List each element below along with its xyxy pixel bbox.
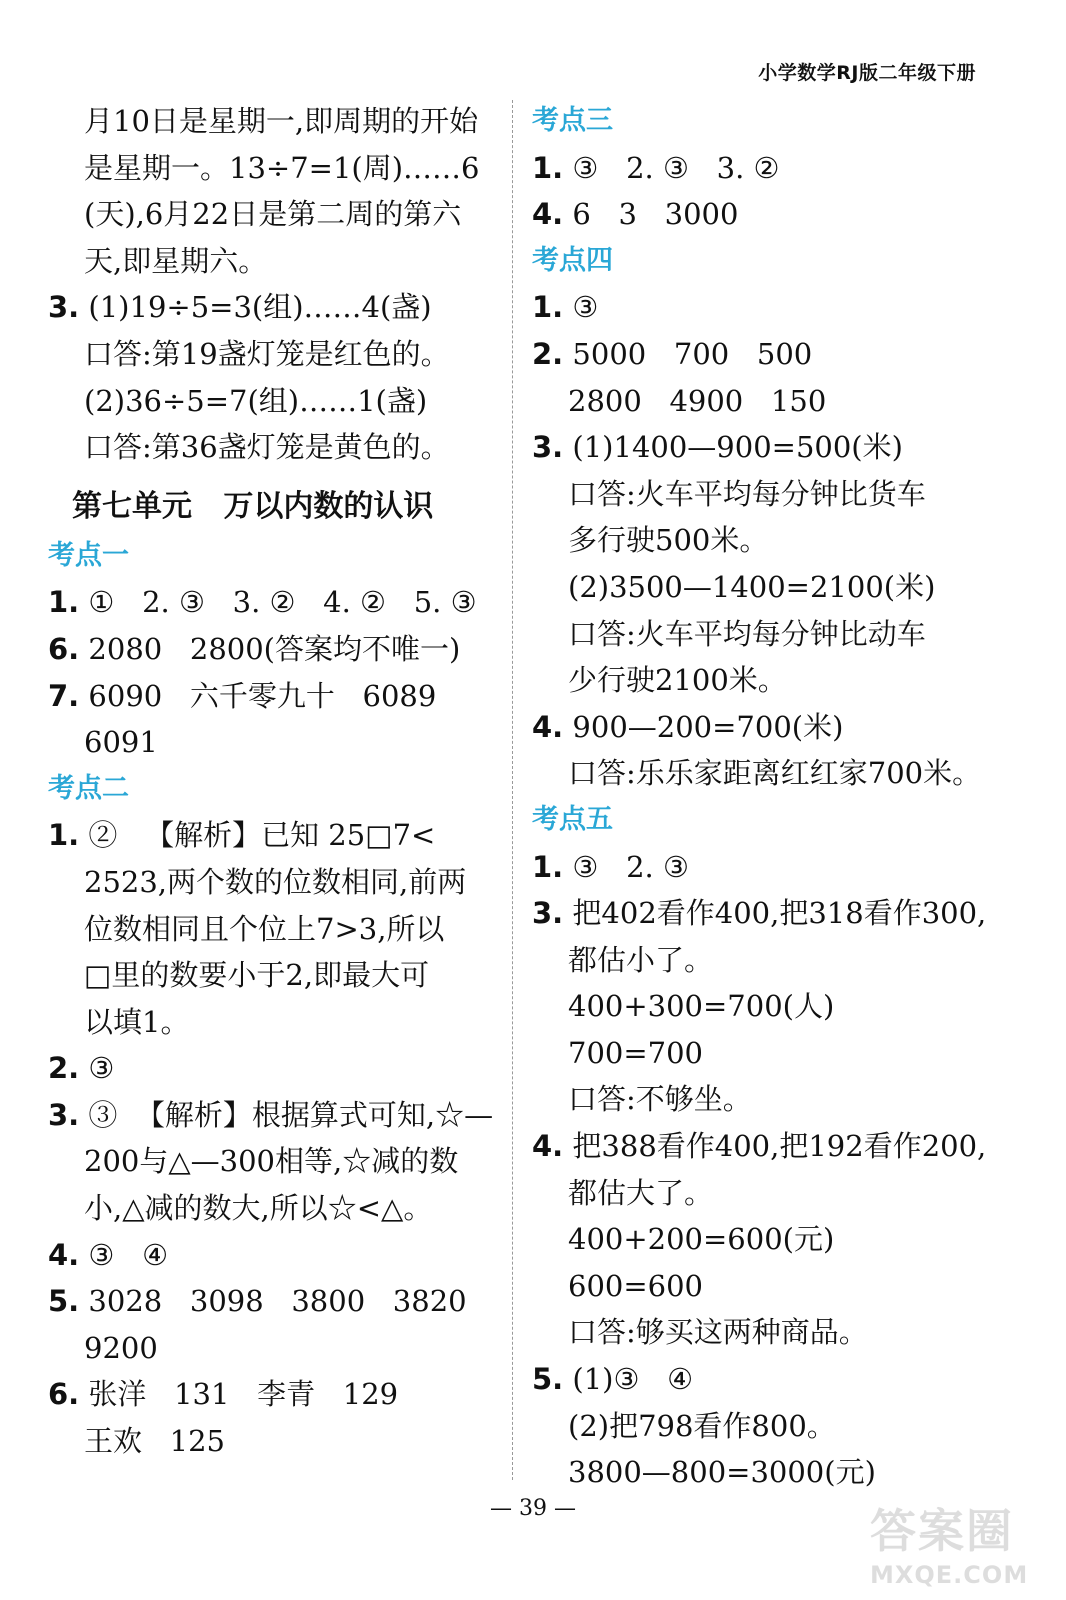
answer-text: 3028 3098 3800 3820 <box>79 1284 467 1319</box>
answer-line <box>48 238 498 285</box>
answer-line <box>48 999 498 1046</box>
answer-text: 少行驶2100米。 <box>568 663 787 698</box>
section-heading <box>532 98 992 145</box>
answer-text: 口答:火车平均每分钟比动车 <box>568 616 926 651</box>
section-heading <box>48 766 498 813</box>
answer-line <box>48 1371 498 1418</box>
answer-text: 900—200=700(米) <box>563 709 844 744</box>
answer-line <box>532 1449 992 1496</box>
answer-text: 600=600 <box>568 1268 704 1303</box>
answer-line <box>48 191 498 238</box>
answer-line <box>532 424 992 471</box>
answer-line <box>48 145 498 192</box>
section-heading <box>48 533 498 580</box>
answer-text: 2800 4900 150 <box>568 383 827 418</box>
question-number: 4. <box>532 709 564 744</box>
answer-text: ③ <box>563 290 599 325</box>
question-number: 5. <box>532 1362 564 1397</box>
section-heading <box>532 797 992 844</box>
answer-line <box>532 1030 992 1077</box>
question-number: 4. <box>532 197 564 232</box>
question-number: 1. <box>532 290 564 325</box>
answer-text: 口答:够买这两种商品。 <box>568 1315 868 1350</box>
answer-line <box>532 983 992 1030</box>
answer-text: 都估大了。 <box>568 1175 714 1210</box>
answer-text: (天),6月22日是第二周的第六 <box>84 197 462 232</box>
answer-text: (1)1400—900=500(米) <box>563 430 903 465</box>
answer-line <box>532 1356 992 1403</box>
question-number: 3. <box>48 1097 80 1132</box>
answer-text: 5000 700 500 <box>563 336 813 371</box>
answer-line <box>532 331 992 378</box>
answer-text: □里的数要小于2,即最大可 <box>84 958 430 993</box>
answer-text: 6090 六千零九十 6089 <box>79 678 437 713</box>
answer-text: 考点四 <box>532 244 613 276</box>
answer-text: 3800—800=3000(元) <box>568 1455 876 1490</box>
question-number: 6. <box>48 631 80 666</box>
answer-text: (2)3500—1400=2100(米) <box>568 569 936 604</box>
answer-line <box>48 579 498 626</box>
answer-text: 6 3 3000 <box>563 197 739 232</box>
answer-line <box>48 284 498 331</box>
answer-text: (2)把798看作800。 <box>568 1408 836 1443</box>
answer-line <box>48 719 498 766</box>
answer-text: 位数相同且个位上7>3,所以 <box>84 911 445 946</box>
answer-text: 以填1。 <box>84 1004 190 1039</box>
section-heading <box>532 238 992 285</box>
answer-text: 400+300=700(人) <box>568 989 835 1024</box>
column-divider <box>512 100 513 1480</box>
answer-line <box>48 1045 498 1092</box>
running-header: 小学数学RJ版二年级下册 <box>758 62 976 84</box>
answer-text: 口答:乐乐家距离红红家700米。 <box>568 756 982 791</box>
question-number: 3. <box>532 896 564 931</box>
answer-text: 400+200=600(元) <box>568 1222 835 1257</box>
answer-line <box>532 378 992 425</box>
answer-text: 王欢 125 <box>84 1424 226 1459</box>
question-number: 3. <box>532 430 564 465</box>
answer-text: 口答:第36盏灯笼是黄色的。 <box>84 430 450 465</box>
watermark-url: MXQE.COM <box>870 1561 1029 1589</box>
answer-text: 200与△—300相等,☆减的数 <box>84 1144 459 1179</box>
answer-line <box>48 378 498 425</box>
question-number: 4. <box>532 1129 564 1164</box>
answer-text: (2)36÷5=7(组)……1(盏) <box>84 383 428 418</box>
left-column <box>48 98 498 1465</box>
answer-line <box>532 1170 992 1217</box>
answer-text: 考点五 <box>532 803 613 835</box>
answer-text: 把402看作400,把318看作300, <box>563 896 987 931</box>
answer-text: 月10日是星期一,即周期的开始 <box>84 104 479 138</box>
answer-text: 口答:不够坐。 <box>568 1082 752 1117</box>
answer-line <box>532 1216 992 1263</box>
answer-line <box>532 750 992 797</box>
answer-line <box>532 1263 992 1310</box>
answer-text: ③ 2. ③ <box>563 849 689 884</box>
answer-text: 6091 <box>84 725 158 760</box>
answer-line <box>532 1123 992 1170</box>
answer-line <box>532 704 992 751</box>
right-column <box>532 98 992 1496</box>
answer-text: 张洋 131 李青 129 <box>79 1377 399 1412</box>
answer-line <box>532 657 992 704</box>
answer-text: ② 【解析】已知 25□7< <box>79 818 436 853</box>
answer-line <box>532 517 992 564</box>
answer-text: 小,△减的数大,所以☆<△。 <box>84 1191 433 1226</box>
answer-text: 2080 2800(答案均不唯一) <box>79 631 461 666</box>
answer-text: 口答:第19盏灯笼是红色的。 <box>84 336 450 371</box>
question-number: 7. <box>48 678 80 713</box>
answer-line <box>48 906 498 953</box>
answer-line <box>532 471 992 518</box>
answer-line <box>532 611 992 658</box>
answer-text: 把388看作400,把192看作200, <box>563 1129 987 1164</box>
question-number: 1. <box>532 150 564 185</box>
answer-line <box>532 284 992 331</box>
answer-text: ① 2. ③ 3. ② 4. ② 5. ③ <box>79 585 477 620</box>
answer-text: 考点二 <box>48 772 129 804</box>
answer-line <box>48 1232 498 1279</box>
question-number: 2. <box>48 1051 80 1086</box>
unit-title <box>48 471 498 533</box>
answer-line <box>532 890 992 937</box>
answer-text: 多行驶500米。 <box>568 523 769 558</box>
answer-line <box>48 812 498 859</box>
answer-text: ③ 【解析】根据算式可知,☆— <box>79 1097 494 1132</box>
answer-line <box>532 1403 992 1450</box>
answer-line <box>532 145 992 192</box>
answer-line <box>48 626 498 673</box>
answer-line <box>48 859 498 906</box>
answer-text: (1)19÷5=3(组)……4(盏) <box>79 290 432 325</box>
answer-line <box>532 937 992 984</box>
answer-line <box>48 424 498 471</box>
answer-line <box>48 1325 498 1372</box>
question-number: 1. <box>48 585 80 620</box>
answer-line <box>48 1185 498 1232</box>
question-number: 3. <box>48 290 80 325</box>
answer-text: ③ ④ <box>79 1237 169 1272</box>
question-number: 5. <box>48 1284 80 1319</box>
answer-line <box>48 673 498 720</box>
answer-text: 都估小了。 <box>568 942 714 977</box>
answer-line <box>532 844 992 891</box>
answer-text: 是星期一。13÷7=1(周)……6 <box>84 150 480 185</box>
answer-line <box>48 952 498 999</box>
answer-text: ③ 2. ③ 3. ② <box>563 150 780 185</box>
answer-text: (1)③ ④ <box>563 1362 694 1397</box>
answer-text: 口答:火车平均每分钟比货车 <box>568 476 926 511</box>
answer-line <box>48 1278 498 1325</box>
question-number: 4. <box>48 1237 80 1272</box>
answer-line <box>532 191 992 238</box>
answer-line <box>532 564 992 611</box>
question-number: 1. <box>532 849 564 884</box>
page-number: — 39 — <box>490 1496 576 1521</box>
answer-text: 2523,两个数的位数相同,前两 <box>84 864 467 899</box>
answer-text: 考点一 <box>48 539 129 571</box>
question-number: 1. <box>48 818 80 853</box>
watermark-text: 答案圈 <box>870 1504 1014 1558</box>
answer-text: 第七单元 万以内数的认识 <box>72 488 434 524</box>
answer-text: 天,即星期六。 <box>84 243 268 278</box>
answer-line <box>48 1138 498 1185</box>
answer-text: ③ <box>79 1051 115 1086</box>
watermark-logo <box>870 1495 1050 1590</box>
answer-line <box>532 1076 992 1123</box>
answer-line <box>532 1309 992 1356</box>
question-number: 2. <box>532 336 564 371</box>
answer-line <box>48 98 498 145</box>
answer-text: 700=700 <box>568 1035 704 1070</box>
question-number: 6. <box>48 1377 80 1412</box>
answer-line <box>48 1418 498 1465</box>
answer-text: 9200 <box>84 1330 158 1365</box>
answer-line <box>48 1092 498 1139</box>
answer-text: 考点三 <box>532 105 613 136</box>
answer-line <box>48 331 498 378</box>
